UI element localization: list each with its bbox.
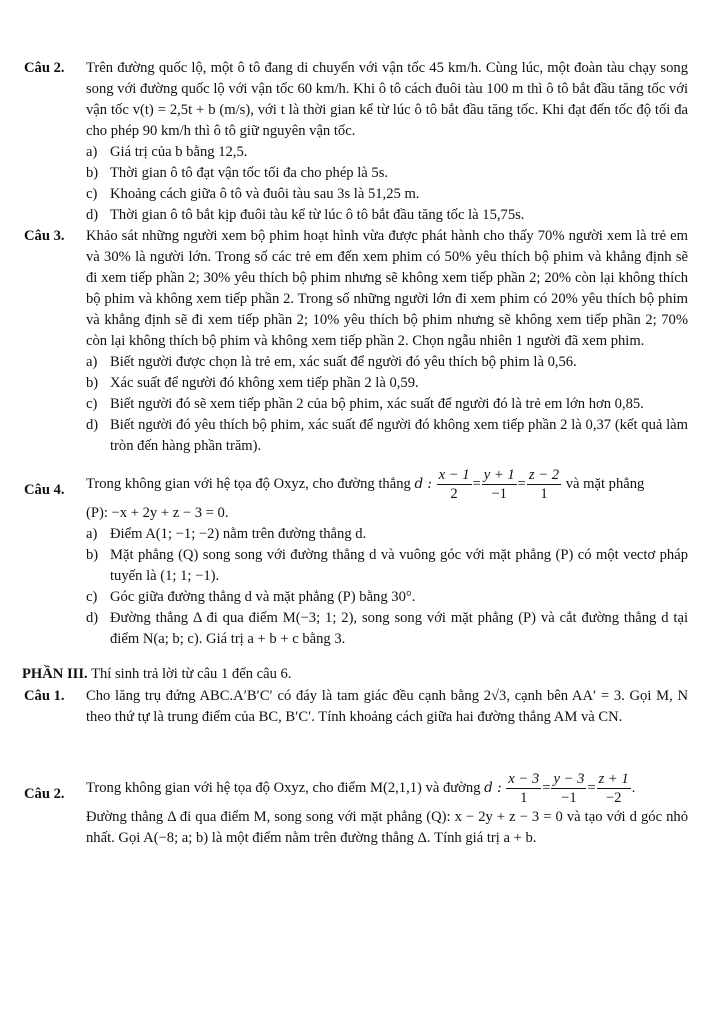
option-b: b) Xác suất để người đó không xem tiếp phần 2 là 0,59. bbox=[86, 375, 419, 391]
section-subtitle: Thí sinh trả lời từ câu 1 đến câu 6. bbox=[87, 666, 292, 682]
question-text: Khảo sát những người xem bộ phim hoạt hình vừa được phát hành cho thấy 70% người xem là trẻ em và 30% là người lớn. Trong số các trẻ em đến xem phim có 50% yêu thích bộ phim và khẳng định sẽ đi xem tiếp phần 2; 30% yêu thích bộ phim nhưng sẽ không xem tiếp phần 2; 20% còn lại không thích bộ phim và không xem tiếp phần 2. Trong số những người lớn đi xem phim có 20% yêu thích bộ phim và khẳng định sẽ đi xem tiếp phần 2; 10% yêu thích bộ phim nhưng sẽ không xem tiếp phần 2; 70% còn lại không thích bộ phim và không xem tiếp phần 2. Chọn ngẫu nhiên 1 người đã xem phim. bbox=[86, 228, 688, 349]
option-d: d) Đường thẳng Δ đi qua điểm M(−3; 1; 2), song song với mặt phẳng (P) và cắt đường thẳng d tại điểm N(a; b; c). Giá trị a + b + c bằng 3. bbox=[86, 610, 688, 647]
question-text: Trong không gian với hệ tọa độ Oxyz, cho đường thẳng d : $\frac{x - 1}{2}$ = $\frac{y + 1}{-1}$ = $\frac{z - 2}{1}$ và mặt phẳng bbox=[86, 467, 645, 502]
line-d-label: d : bbox=[484, 779, 502, 796]
option-b: b) Thời gian ô tô đạt vận tốc tối đa cho phép là 5s. bbox=[86, 165, 389, 181]
question-label: Câu 3. bbox=[24, 228, 65, 244]
question-label: Câu 2. bbox=[24, 60, 65, 76]
part3-question-1 bbox=[24, 686, 688, 728]
section-title: PHẦN III. bbox=[22, 666, 88, 682]
option-c: c) Khoảng cách giữa ô tô và đuôi tàu sau 3s là 51,25 m. bbox=[86, 186, 420, 202]
question-text: Cho lăng trụ đứng ABC.A′B′C′ có đáy là tam giác đều cạnh bằng 2√3, cạnh bên AA′ = 3. Gọi M, N theo thứ tự là trung điểm của BC, B′C′. Tính khoảng cách giữa hai đường thẳng AM và CN. bbox=[86, 688, 688, 725]
question-text: Trên đường quốc lộ, một ô tô đang di chuyển với vận tốc 45 km/h. Cùng lúc, một đoàn tàu chạy song song với đường quốc lộ với vận tốc 60 km/h. Khi ô tô cách đuôi tàu 100 m thì ô tô bắt đầu tăng tốc với vận tốc v(t) = 2,5t + b (m/s), với t là thời gian kể từ lúc ô tô bắt đầu tăng tốc. Khi đạt đến tốc độ tối đa cho phép 90 km/h thì ô tô giữ nguyên vận tốc. bbox=[86, 60, 688, 139]
question-4 bbox=[24, 466, 688, 650]
question-label: Câu 1. bbox=[24, 688, 65, 704]
option-d: d) Thời gian ô tô bắt kịp đuôi tàu kể từ lúc ô tô bắt đầu tăng tốc là 15,75s. bbox=[86, 207, 525, 223]
option-d: d) Biết người đó yêu thích bộ phim, xác suất để người đó không xem tiếp phần 2 là 0,37 (kết quả làm tròn đến hàng phần trăm). bbox=[86, 417, 688, 454]
section-heading bbox=[22, 664, 292, 685]
option-a: a) Giá trị của b bằng 12,5. bbox=[86, 144, 248, 160]
option-a: a) Điểm A(1; −1; −2) nằm trên đường thẳng d. bbox=[86, 526, 367, 542]
question-2 bbox=[24, 58, 688, 226]
question-label: Câu 2. bbox=[24, 786, 65, 802]
option-c: c) Góc giữa đường thẳng d và mặt phẳng (P) bằng 30°. bbox=[86, 589, 416, 605]
option-a: a) Biết người được chọn là trẻ em, xác suất để người đó yêu thích bộ phim là 0,56. bbox=[86, 354, 577, 370]
fraction: $\frac{z + 1}{-2}$ bbox=[598, 771, 629, 806]
fraction: $\frac{z - 2}{1}$ bbox=[528, 467, 560, 502]
fraction: $\frac{y + 1}{-1}$ bbox=[483, 467, 515, 502]
question-text: Trong không gian với hệ tọa độ Oxyz, cho điểm M(2,1,1) và đường d : $\frac{x - 3}{1}$ = $\frac{y - 3}{-1}$ = $\frac{z + 1}{-2}$ . bbox=[86, 771, 636, 806]
part3-question-2 bbox=[24, 770, 688, 849]
question-label: Câu 4. bbox=[24, 482, 65, 498]
option-c: c) Biết người đó sẽ xem tiếp phần 2 của bộ phim, xác suất để người đó là trẻ em lớn hơn 0,85. bbox=[86, 396, 644, 412]
line-d-label: d : bbox=[414, 475, 432, 492]
fraction: $\frac{y - 3}{-1}$ bbox=[553, 771, 585, 806]
question-text: Đường thẳng Δ đi qua điểm M, song song với mặt phẳng (Q): x − 2y + z − 3 = 0 và tạo với d góc nhỏ nhất. Gọi A(−8; a; b) là một điểm nằm trên đường thẳng Δ. Tính giá trị a + b. bbox=[86, 809, 688, 846]
plane-equation: (P): −x + 2y + z − 3 = 0. bbox=[86, 505, 229, 521]
fraction: $\frac{x - 3}{1}$ bbox=[508, 771, 540, 806]
question-3 bbox=[24, 226, 688, 457]
fraction: $\frac{x - 1}{2}$ bbox=[438, 467, 470, 502]
option-b: b) Mặt phẳng (Q) song song với đường thẳng d và vuông góc với mặt phẳng (P) có một vectơ pháp tuyến là (1; 1; −1). bbox=[86, 547, 688, 584]
